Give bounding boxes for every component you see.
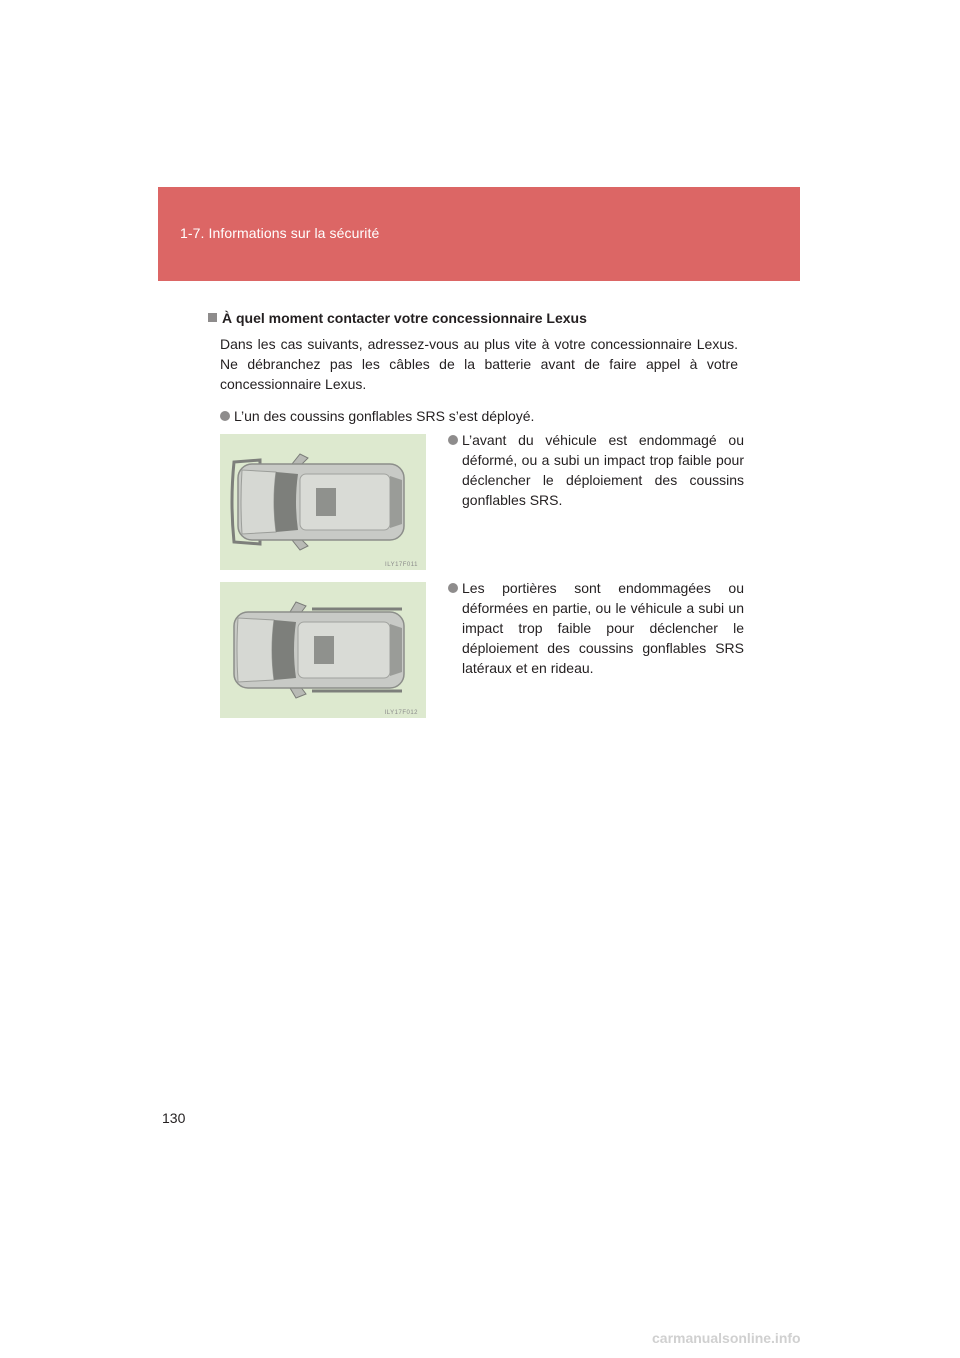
square-bullet-icon	[208, 313, 217, 322]
watermark: carmanualsonline.info	[652, 1330, 801, 1346]
bullet-dot-icon	[220, 411, 230, 421]
bullet-item	[448, 578, 744, 678]
bullet-item	[448, 430, 744, 510]
vehicle-top-view-figure-side	[220, 582, 426, 718]
heading-text: À quel moment contacter votre concessionnaire Lexus	[222, 310, 587, 326]
page-number: 130	[162, 1110, 186, 1126]
section-title: 1-7. Informations sur la sécurité	[180, 225, 380, 241]
bullet-dot-icon	[448, 435, 458, 445]
bullet-dot-icon	[448, 583, 458, 593]
bullet-text: L’avant du véhicule est endommagé ou déformé, ou a subi un impact trop faible pour déclencher le déploiement des coussins gonflables SRS.	[462, 432, 744, 508]
figure-code: ILY17F012	[384, 710, 418, 716]
content	[208, 306, 738, 426]
intro-paragraph: Dans les cas suivants, adressez-vous au plus vite à votre concessionnaire Lexus. Ne débranchez pas les câbles de la batterie avant de faire appel à votre concessionnaire Lexus.	[220, 336, 738, 392]
vehicle-top-view-figure-front	[220, 434, 426, 570]
vehicle-top-view-icon	[220, 582, 426, 718]
header-band	[158, 187, 800, 281]
bullet-text: Les portières sont endommagées ou déformées en partie, ou le véhicule a subi un impact trop faible pour déclencher le déploiement des coussins gonflables SRS latéraux et en rideau.	[462, 580, 744, 676]
bullet-text: L’un des coussins gonflables SRS s’est déployé.	[234, 408, 535, 424]
bullet-item	[220, 406, 738, 426]
vehicle-top-view-icon	[220, 434, 426, 570]
figure-code: ILY17F011	[385, 562, 418, 568]
section-heading	[208, 306, 738, 330]
